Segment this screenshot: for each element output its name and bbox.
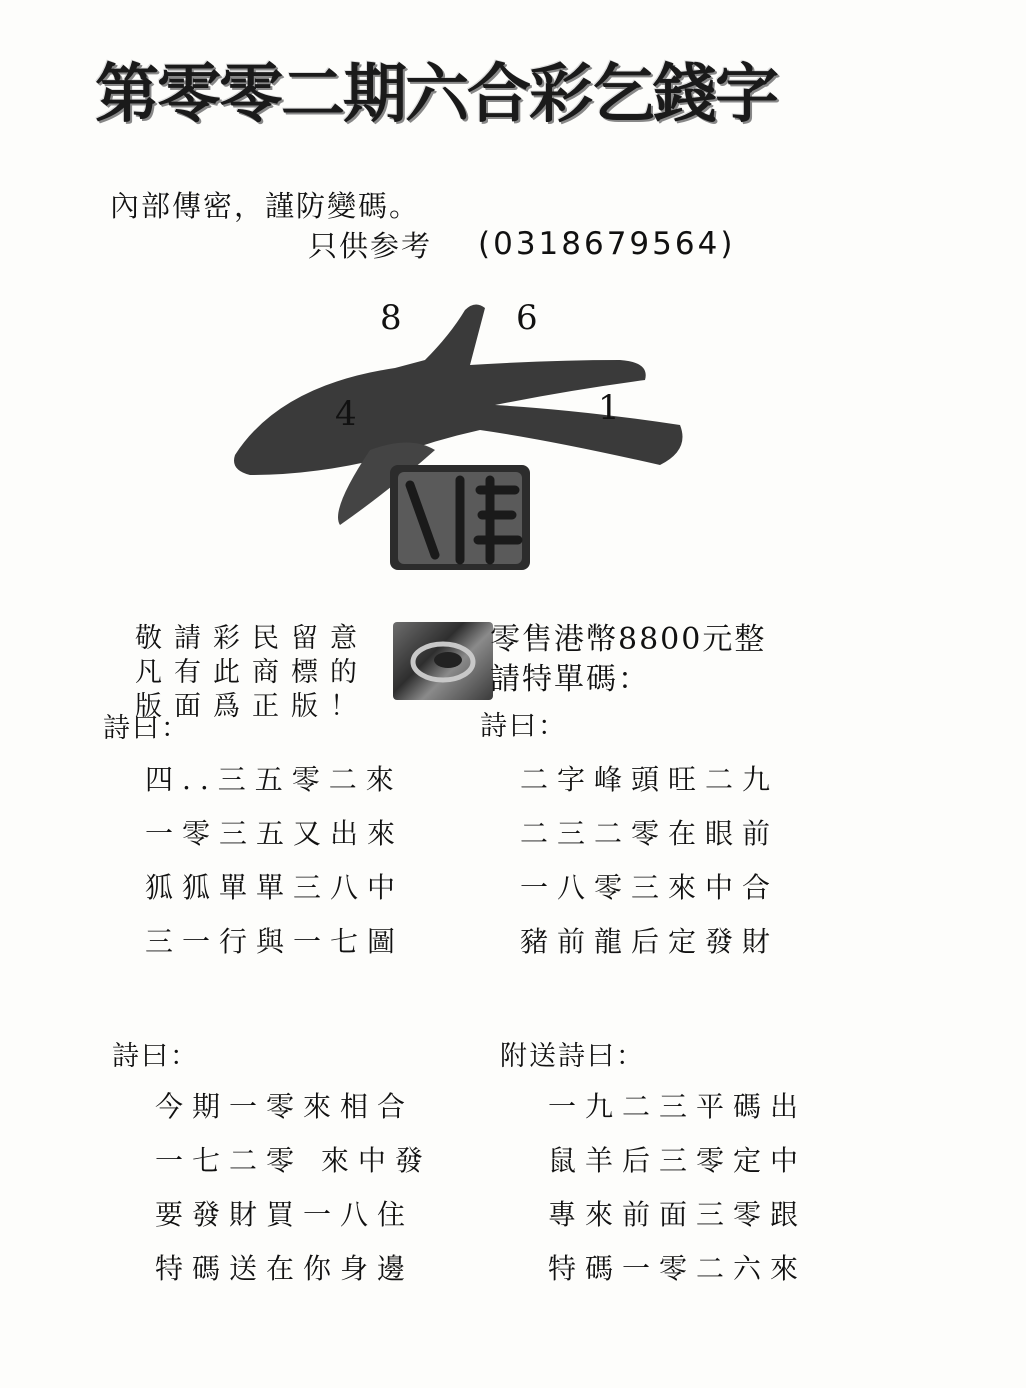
poem-line: 一零三五又出來 (145, 817, 405, 850)
poem-line: 要發財買一八住 (155, 1198, 415, 1231)
poem-block-3 (155, 1090, 432, 1286)
poem-line: 三一行與一七圖 (145, 925, 405, 958)
poem-heading: 詩曰： (480, 711, 567, 742)
special-code-line: 請特單碼： (490, 662, 650, 697)
poem-block-1 (145, 763, 404, 959)
poem-line: 二三二零在眼前 (520, 817, 780, 850)
poem-line: 鼠羊后三零定中 (548, 1144, 808, 1177)
poem-line: 一九二三平碼出 (548, 1090, 808, 1123)
poem-heading: 詩曰： (112, 1041, 199, 1072)
monkey-glyph (390, 465, 530, 570)
poem-line: 狐狐單單三八中 (145, 871, 405, 904)
phone-number: (0318679564) (478, 226, 736, 262)
trademark-logo (393, 622, 493, 700)
poem-line: 四..三五零二來 (145, 763, 403, 796)
poem-heading: 詩曰： (103, 713, 190, 744)
price-line: 零售港幣8800元整 (490, 622, 767, 657)
notice-line: 敬請彩民留意 (135, 623, 369, 654)
emblem-number-8: 8 (380, 298, 402, 338)
poem-line: 特碼送在你身邊 (155, 1252, 415, 1285)
reference-note: 只供参考 (308, 229, 433, 263)
poem-block-4 (548, 1090, 807, 1286)
poem-line: 專來前面三零跟 (548, 1198, 808, 1231)
authenticity-notice (135, 622, 369, 724)
poem-heading: 附送詩曰： (500, 1041, 645, 1072)
emblem-number-1: 1 (598, 388, 620, 428)
notice-line: 版面爲正版！ (135, 691, 369, 722)
poem-line: 一八零三來中合 (520, 871, 780, 904)
secret-note: 內部傳密，謹防變碼。 (110, 189, 421, 223)
emblem-number-6: 6 (516, 298, 538, 338)
emblem-graphic (220, 290, 700, 590)
poem-line: 二字峰頭旺二九 (520, 763, 780, 796)
notice-line: 凡有此商標的 (135, 657, 369, 688)
poem-line: 特碼一零二六來 (548, 1252, 808, 1285)
page-title: 第零零二期六合彩乞錢字 (95, 58, 777, 132)
poem-line: 一七二零 來中發 (155, 1144, 432, 1177)
emblem (220, 290, 700, 590)
poem-line: 豬前龍后定發財 (520, 925, 780, 958)
emblem-number-4: 4 (335, 394, 357, 434)
poem-block-2 (520, 763, 779, 959)
poem-line: 今期一零來相合 (155, 1090, 415, 1123)
